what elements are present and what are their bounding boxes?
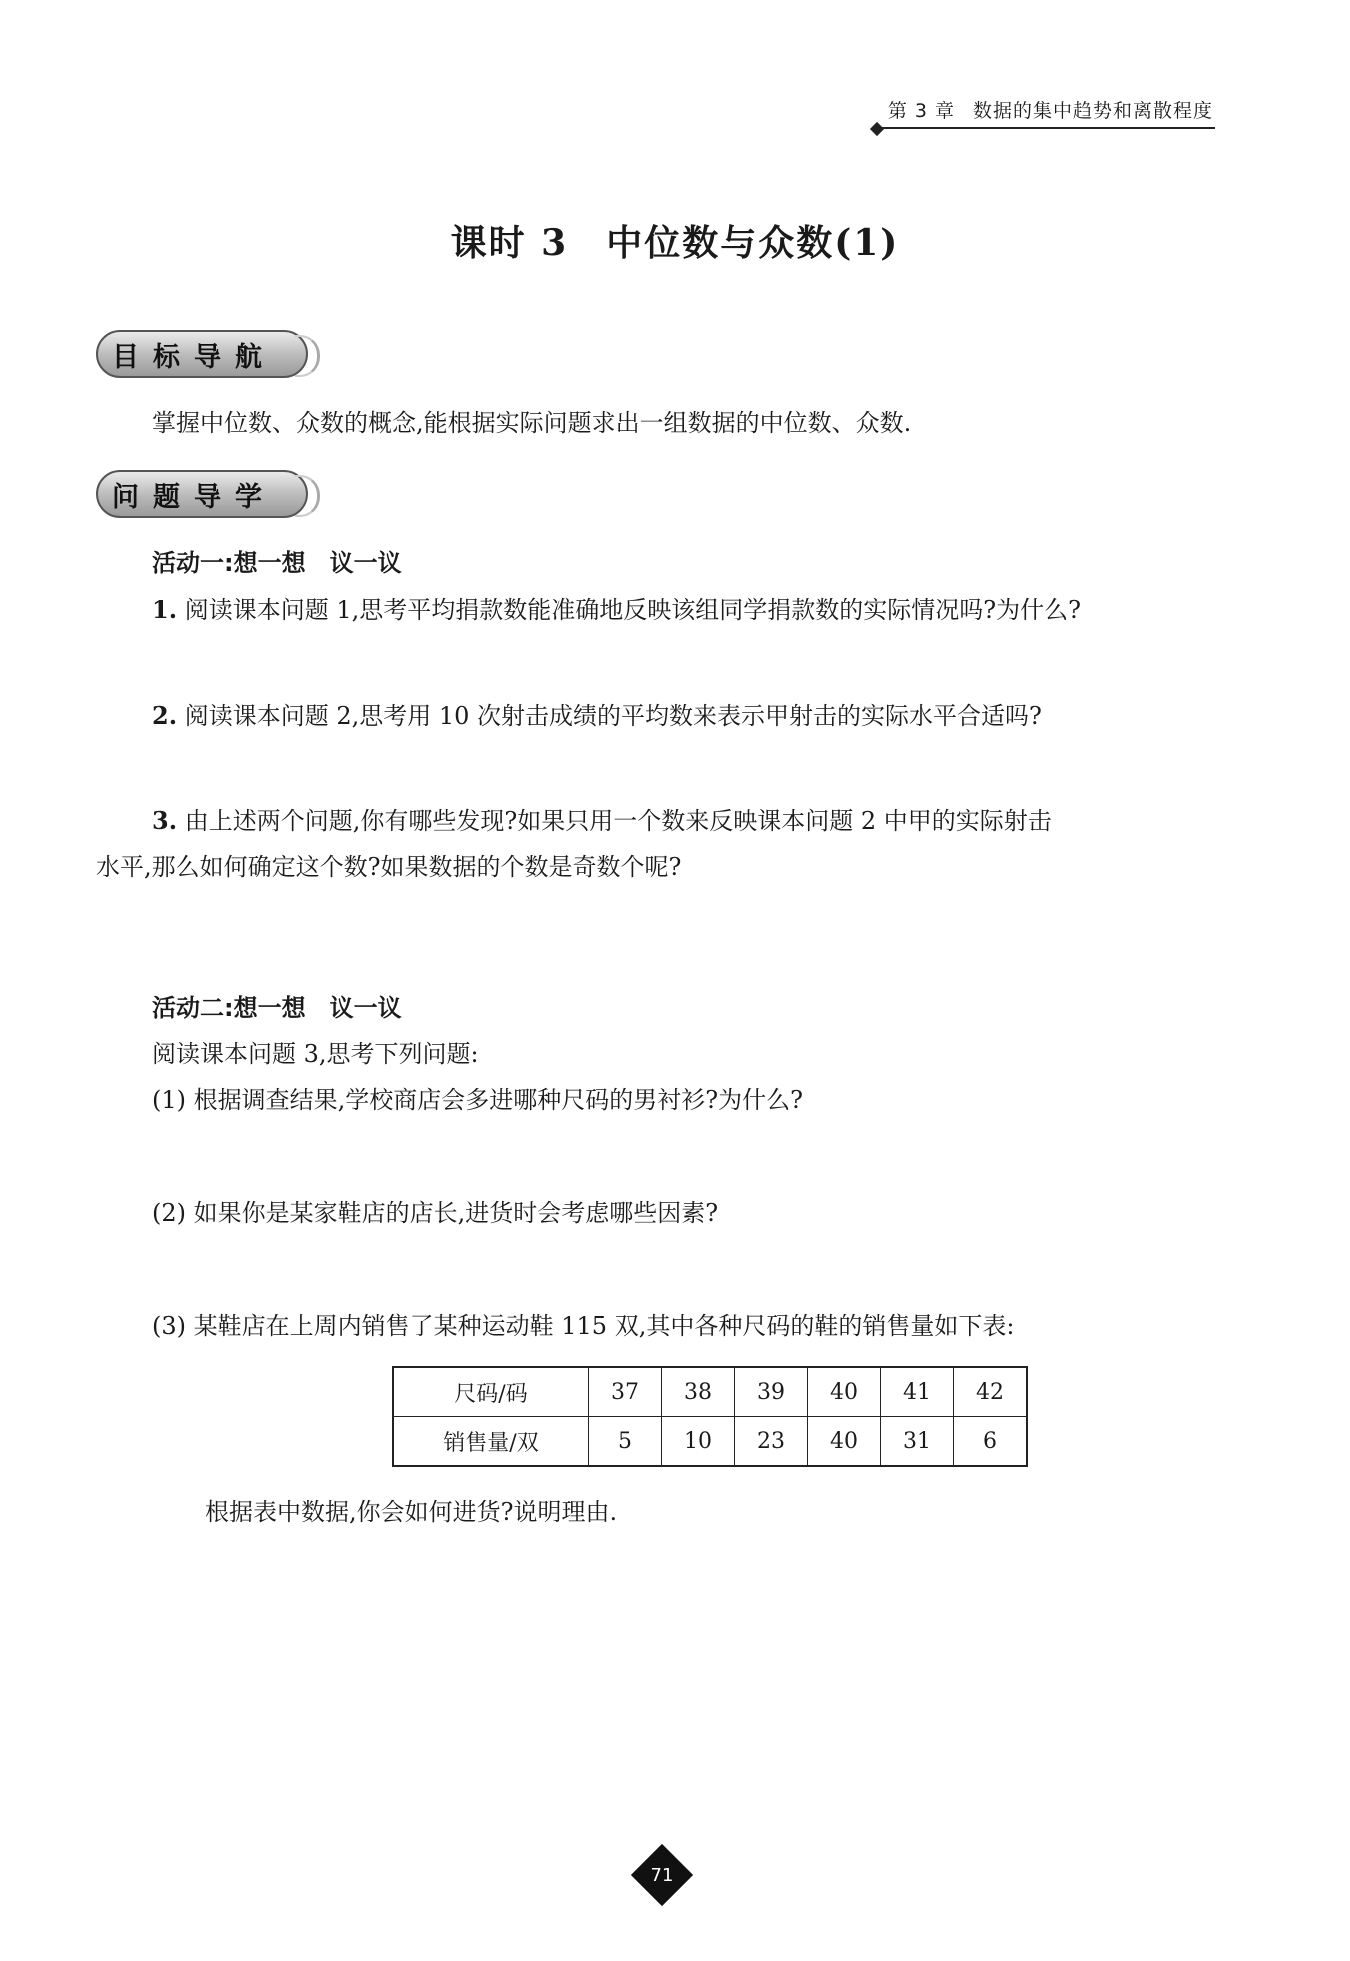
table-row-label: 销售量/双 [393, 1417, 589, 1467]
question-number: 1. [152, 595, 178, 624]
running-header [880, 96, 1215, 129]
question-text: 由上述两个问题,你有哪些发现?如果只用一个数来反映课本问题 2 中甲的实际射击 [184, 807, 1052, 835]
question-number: 2. [152, 701, 178, 730]
sales-table [392, 1366, 1028, 1467]
goal-section-label: 目标导航 [96, 330, 308, 378]
sales-cell: 23 [735, 1417, 808, 1467]
sub-question-3: (3) 某鞋店在上周内销售了某种运动鞋 115 双,其中各种尺码的鞋的销售量如下表: [152, 1312, 1015, 1340]
page-number: 71 [650, 1864, 674, 1886]
sales-cell: 40 [808, 1417, 881, 1467]
size-cell: 38 [662, 1367, 735, 1417]
sub-question-2: (2) 如果你是某家鞋店的店长,进货时会考虑哪些因素? [152, 1199, 719, 1227]
size-cell: 41 [881, 1367, 954, 1417]
question-1 [152, 592, 1081, 628]
size-cell: 37 [589, 1367, 662, 1417]
table-row [393, 1367, 1027, 1417]
sales-cell: 31 [881, 1417, 954, 1467]
goal-text: 掌握中位数、众数的概念,能根据实际问题求出一组数据的中位数、众数. [152, 409, 912, 437]
question-2 [152, 698, 1042, 734]
sales-cell: 6 [954, 1417, 1028, 1467]
question-text: 阅读课本问题 1,思考平均捐款数能准确地反映该组同学捐款数的实际情况吗?为什么? [184, 596, 1081, 624]
sales-cell: 5 [589, 1417, 662, 1467]
size-cell: 40 [808, 1367, 881, 1417]
activity2-title: 活动二:想一想 议一议 [152, 994, 402, 1022]
table-row [393, 1417, 1027, 1467]
activity2-intro: 阅读课本问题 3,思考下列问题: [152, 1040, 479, 1068]
question-text: 阅读课本问题 2,思考用 10 次射击成绩的平均数来表示甲射击的实际水平合适吗? [184, 702, 1042, 730]
diamond-icon [870, 122, 884, 136]
size-cell: 39 [735, 1367, 808, 1417]
question-3-line1 [152, 803, 1052, 839]
question-number: 3. [152, 806, 178, 835]
lesson-title: 课时 3 中位数与众数(1) [450, 222, 900, 264]
after-table-question: 根据表中数据,你会如何进货?说明理由. [205, 1498, 618, 1526]
table-row-label: 尺码/码 [393, 1367, 589, 1417]
size-cell: 42 [954, 1367, 1028, 1417]
question-3-line2: 水平,那么如何确定这个数?如果数据的个数是奇数个呢? [96, 853, 682, 881]
guide-section-label: 问题导学 [96, 470, 308, 518]
sales-cell: 10 [662, 1417, 735, 1467]
sub-question-1: (1) 根据调查结果,学校商店会多进哪种尺码的男衬衫?为什么? [152, 1086, 803, 1114]
chapter-number: 第 3 章 [887, 100, 955, 122]
chapter-title: 数据的集中趋势和离散程度 [972, 100, 1213, 122]
activity1-title: 活动一:想一想 议一议 [152, 549, 402, 577]
